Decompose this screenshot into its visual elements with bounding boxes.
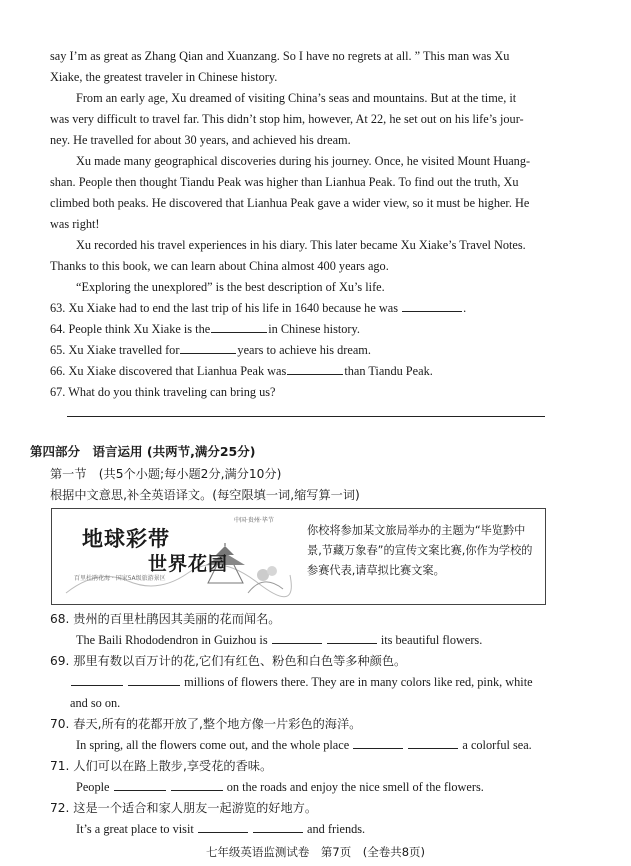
passage-line: From an early age, Xu dreamed of visiting China’s seas and mountains. But at the time, it: [76, 91, 517, 105]
answer-blank[interactable]: [211, 321, 267, 333]
question-68-chinese: 68. 贵州的百里杜鹃因其美丽的花而闻名。: [50, 612, 281, 626]
question-63: [50, 300, 547, 317]
question-text: years to achieve his dream.: [237, 343, 371, 357]
passage-line: was very difficult to travel far. This didn’t stop him, however, At 22, he set out on his life’s jour-: [50, 112, 524, 126]
page-footer: 七年级英语监测试卷 第7页 (全卷共8页): [205, 845, 426, 859]
answer-blank[interactable]: [180, 342, 236, 354]
banner-description: 你校将参加某文旅局举办的主题为“毕览黔中景,节藏万象春”的宣传文案比赛,你作为学校的参赛代表,请草拟比赛文案。: [307, 524, 533, 577]
banner-small-text: 中国·贵州·毕节: [234, 517, 274, 524]
question-text: 66. Xu Xiake discovered that Lianhua Peak was: [50, 364, 287, 378]
question-67: [50, 384, 547, 401]
question-text: In spring, all the flowers come out, and the whole place: [76, 738, 350, 752]
answer-blank[interactable]: [287, 363, 343, 375]
question-text: 64. People think Xu Xiake is the: [50, 322, 211, 336]
question-text: and friends.: [307, 822, 366, 836]
answer-blank[interactable]: [114, 779, 166, 791]
part4-heading: 第四部分 语言运用 (共两节,满分25分): [30, 444, 256, 459]
answer-blank[interactable]: [198, 821, 248, 833]
instruction: 根据中文意思,补全英语译文。(每空限填一词,缩写算一词): [50, 488, 360, 502]
question-text: 67. What do you think traveling can bring us?: [50, 385, 276, 399]
question-70-chinese: 70. 春天,所有的花都开放了,整个地方像一片彩色的海洋。: [50, 717, 362, 731]
answer-blank[interactable]: [171, 779, 223, 791]
passage-line: Xu recorded his travel experiences in his diary. This later became Xu Xiake’s Travel Notes.: [76, 238, 526, 252]
question-text: .: [463, 301, 467, 315]
passage-line: say I’m as great as Zhang Qian and Xuanzang. So I have no regrets at all. ” This man was Xu: [50, 49, 510, 63]
answer-line-67[interactable]: [67, 416, 545, 417]
question-72: [76, 821, 547, 838]
section1-heading: 第一节 (共5个小题;每小题2分,满分10分): [50, 467, 282, 481]
question-text: in Chinese history.: [268, 322, 360, 336]
question-66: [50, 363, 547, 380]
question-text: People: [76, 780, 110, 794]
answer-blank[interactable]: [272, 632, 322, 644]
question-text: 65. Xu Xiake travelled for: [50, 343, 180, 357]
question-text: It’s a great place to visit: [76, 822, 194, 836]
question-68: [76, 632, 547, 649]
passage-line: Xiake, the greatest traveler in Chinese history.: [50, 70, 278, 84]
contest-banner: [51, 508, 546, 605]
answer-blank[interactable]: [71, 674, 123, 686]
question-72-chinese: 72. 这是一个适合和家人朋友一起游览的好地方。: [50, 801, 318, 815]
answer-blank[interactable]: [327, 632, 377, 644]
question-69-continued: and so on.: [70, 696, 121, 710]
passage-line: climbed both peaks. He discovered that Lianhua Peak gave a wider view, so it must be higher. He: [50, 196, 530, 210]
passage-line: Xu made many geographical discoveries during his journey. Once, he visited Mount Huang-: [76, 154, 531, 168]
answer-blank[interactable]: [402, 300, 462, 312]
question-text: its beautiful flowers.: [380, 633, 483, 647]
answer-blank[interactable]: [128, 674, 180, 686]
question-69-chinese: 69. 那里有数以百万计的花,它们有红色、粉色和白色等多种颜色。: [50, 654, 407, 668]
answer-blank[interactable]: [353, 737, 403, 749]
passage-line: “Exploring the unexplored” is the best description of Xu’s life.: [76, 280, 385, 294]
question-text: on the roads and enjoy the nice smell of the flowers.: [226, 780, 484, 794]
question-70: [76, 737, 547, 754]
banner-title-1: 地球彩带: [82, 526, 170, 551]
answer-blank[interactable]: [253, 821, 303, 833]
question-text: 63. Xu Xiake had to end the last trip of his life in 1640 because he was: [50, 301, 398, 315]
question-64: [50, 321, 547, 338]
banner-caption: 百里杜鹃花海 · 国家5A级旅游景区: [74, 575, 166, 582]
answer-blank[interactable]: [408, 737, 458, 749]
banner-title-2: 世界花园: [148, 553, 229, 575]
question-71-chinese: 71. 人们可以在路上散步,享受花的香味。: [50, 759, 273, 773]
question-text: The Baili Rhododendron in Guizhou is: [76, 633, 268, 647]
question-69: [70, 674, 547, 691]
question-text: a colorful sea.: [462, 738, 532, 752]
question-text: than Tiandu Peak.: [344, 364, 433, 378]
question-text: millions of flowers there. They are in many colors like red, pink, white: [184, 675, 533, 689]
passage-line: ney. He travelled for about 30 years, and achieved his dream.: [50, 133, 351, 147]
question-71: [76, 779, 547, 796]
passage-line: was right!: [50, 217, 100, 231]
question-65: [50, 342, 547, 359]
passage-line: Thanks to this book, we can learn about China almost 400 years ago.: [50, 259, 389, 273]
banner-artwork: [58, 513, 293, 601]
passage-line: shan. People then thought Tiandu Peak was higher than Lianhua Peak. To find out the truth, Xu: [50, 175, 519, 189]
